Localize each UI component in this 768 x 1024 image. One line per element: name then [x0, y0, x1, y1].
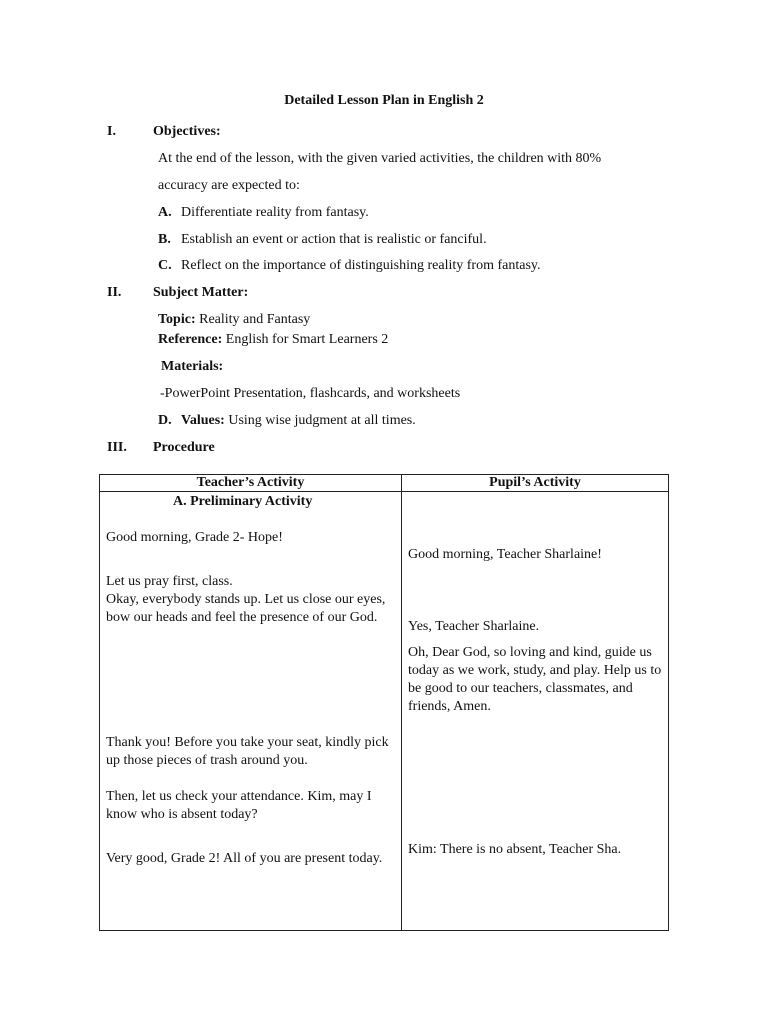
- materials-label: Materials:: [161, 359, 224, 374]
- objective-text: Differentiate reality from fantasy.: [181, 205, 369, 220]
- column-header-pupil: Pupil’s Activity: [402, 475, 669, 492]
- objective-letter: A.: [158, 205, 172, 220]
- topic-line: [158, 312, 310, 328]
- table-row: [100, 492, 669, 931]
- teacher-line: Thank you! Before you take your seat, kindly pick up those pieces of trash around you.: [106, 735, 389, 768]
- values-label: Values:: [181, 413, 225, 428]
- section-heading-objectives: Objectives:: [153, 124, 221, 139]
- teacher-line: Good morning, Grade 2- Hope!: [106, 530, 283, 545]
- section-numeral-objectives: I.: [107, 124, 116, 139]
- objective-letter: C.: [158, 258, 172, 273]
- pupil-line: Yes, Teacher Sharlaine.: [408, 619, 540, 634]
- values-letter: D.: [158, 413, 172, 428]
- values-line: [181, 413, 416, 429]
- pupil-line: Oh, Dear God, so loving and kind, guide us today as we work, study, and play. Help us to be good to our teachers, classmates, and friends, Amen.: [408, 645, 662, 714]
- pupil-activity-cell: [402, 492, 669, 931]
- reference-value: English for Smart Learners 2: [225, 332, 389, 347]
- document-title: Detailed Lesson Plan in English 2: [284, 93, 484, 108]
- teacher-line: Then, let us check your attendance. Kim, may I know who is absent today?: [106, 789, 372, 822]
- objective-text: Reflect on the importance of distinguishing reality from fantasy.: [181, 258, 541, 273]
- section-heading-subject-matter: Subject Matter:: [153, 285, 249, 300]
- teacher-activity-cell: [100, 492, 402, 931]
- table-header-row: [100, 475, 669, 492]
- preliminary-activity-subheading: A. Preliminary Activity: [173, 494, 313, 509]
- teacher-line: Very good, Grade 2! All of you are present today.: [106, 851, 383, 866]
- section-numeral-procedure: III.: [107, 440, 127, 455]
- column-header-teacher: Teacher’s Activity: [100, 475, 402, 492]
- reference-label: Reference:: [158, 332, 223, 347]
- procedure-table: [99, 474, 669, 931]
- objectives-intro-line1: At the end of the lesson, with the given varied activities, the children with 80%: [158, 151, 602, 166]
- teacher-line: Let us pray first, class. Okay, everybody stands up. Let us close our eyes, bow our heads and feel the presence of our God.: [106, 574, 386, 625]
- pupil-line: Good morning, Teacher Sharlaine!: [408, 547, 602, 562]
- reference-line: [158, 332, 388, 348]
- objectives-intro-line2: accuracy are expected to:: [158, 178, 300, 193]
- values-value: Using wise judgment at all times.: [228, 413, 416, 428]
- materials-value: -PowerPoint Presentation, flashcards, and worksheets: [160, 386, 461, 401]
- pupil-line: Kim: There is no absent, Teacher Sha.: [408, 842, 622, 857]
- topic-label: Topic:: [158, 312, 196, 327]
- section-heading-procedure: Procedure: [153, 440, 215, 455]
- section-numeral-subject-matter: II.: [107, 285, 122, 300]
- objective-letter: B.: [158, 232, 171, 247]
- topic-value: Reality and Fantasy: [199, 312, 311, 327]
- objective-text: Establish an event or action that is realistic or fanciful.: [181, 232, 487, 247]
